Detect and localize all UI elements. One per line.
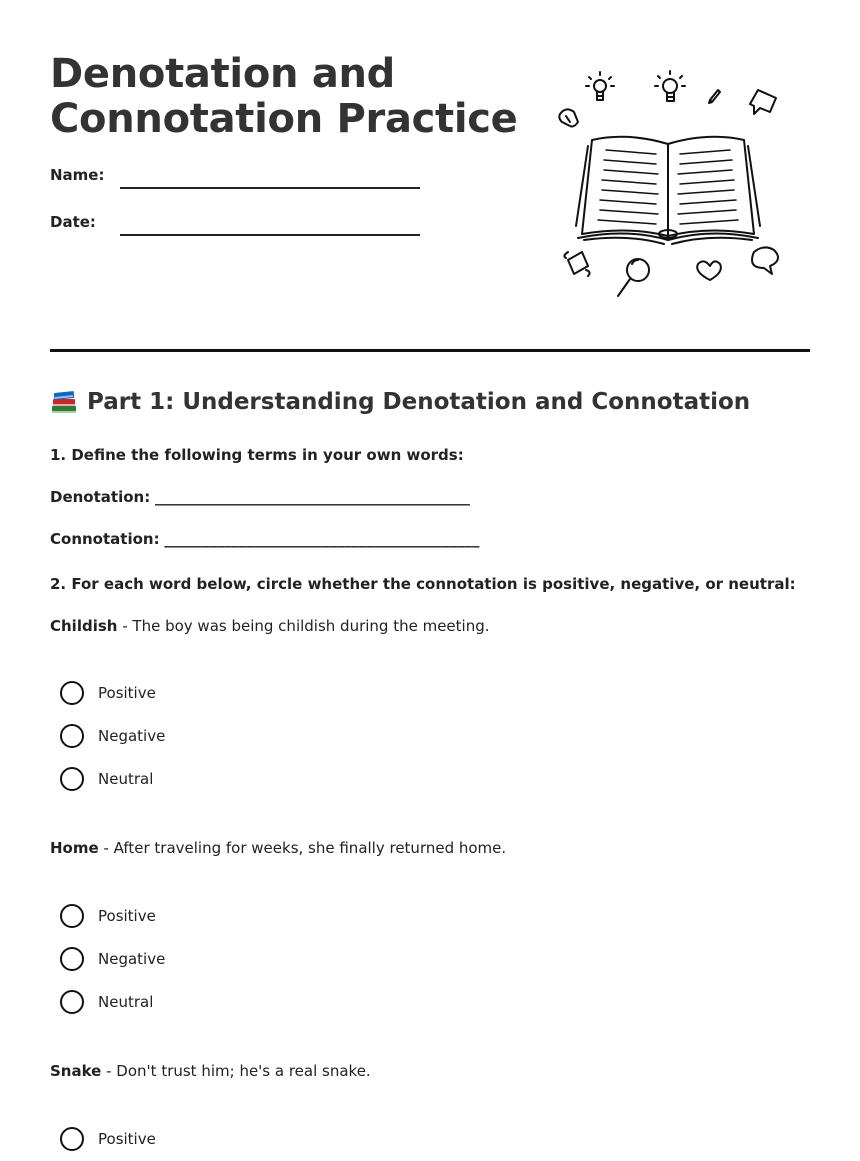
- scroll-icon: [564, 252, 589, 276]
- title-line-2: Connotation Practice: [50, 96, 518, 142]
- option-positive[interactable]: [60, 1127, 156, 1151]
- option-negative[interactable]: [60, 947, 165, 971]
- books-icon: [50, 388, 78, 416]
- part1-heading-text: Part 1: Understanding Denotation and Connotation: [87, 389, 751, 415]
- heart-icon: [697, 261, 721, 280]
- option-neutral[interactable]: [60, 767, 153, 791]
- option-label: Neutral: [98, 993, 154, 1011]
- option-label: Positive: [98, 684, 156, 702]
- lightbulb-icon: [586, 72, 614, 100]
- word-prompt: [50, 839, 506, 857]
- part1-heading: [50, 388, 750, 416]
- option-positive[interactable]: [60, 681, 156, 705]
- name-label: Name:: [50, 166, 105, 184]
- radio-circle-icon[interactable]: [60, 681, 84, 705]
- option-label: Neutral: [98, 770, 154, 788]
- word-prompt: [50, 617, 490, 635]
- option-label: Positive: [98, 907, 156, 925]
- open-book-icon: [576, 137, 760, 244]
- word-sentence: - The boy was being childish during the meeting.: [117, 617, 490, 635]
- word-term: Snake: [50, 1062, 102, 1080]
- option-label: Negative: [98, 950, 166, 968]
- option-neutral[interactable]: [60, 990, 153, 1014]
- word-prompt: [50, 1062, 371, 1080]
- name-field[interactable]: [120, 187, 420, 189]
- header-divider: [50, 349, 810, 352]
- radio-circle-icon[interactable]: [60, 904, 84, 928]
- radio-circle-icon[interactable]: [60, 767, 84, 791]
- title-line-1: Denotation and: [50, 51, 396, 97]
- denotation-answer-line[interactable]: __________________________________________: [154, 488, 470, 506]
- connotation-label: Connotation:: [50, 530, 160, 548]
- word-sentence: - After traveling for weeks, she finally returned home.: [98, 839, 507, 857]
- question-2: 2. For each word below, circle whether the connotation is positive, negative, or neutral:: [50, 575, 796, 593]
- connotation-answer-line[interactable]: __________________________________________: [164, 530, 480, 548]
- worksheet-title: [50, 52, 518, 142]
- option-label: Positive: [98, 1130, 156, 1148]
- date-label: Date:: [50, 213, 96, 231]
- word-term: Childish: [50, 617, 118, 635]
- option-label: Negative: [98, 727, 166, 745]
- lightbulb-icon: [655, 71, 685, 101]
- radio-circle-icon[interactable]: [60, 724, 84, 748]
- question-1: 1. Define the following terms in your own words:: [50, 446, 464, 464]
- radio-circle-icon[interactable]: [60, 1127, 84, 1151]
- denotation-row: [50, 488, 470, 506]
- denotation-label: Denotation:: [50, 488, 151, 506]
- pencil-icon: [709, 90, 720, 103]
- magnifying-glass-icon: [618, 259, 649, 296]
- date-field[interactable]: [120, 234, 420, 236]
- open-book-illustration: [548, 66, 794, 310]
- speech-bubble-icon: [750, 90, 776, 114]
- option-negative[interactable]: [60, 724, 165, 748]
- connotation-row: [50, 530, 479, 548]
- option-positive[interactable]: [60, 904, 156, 928]
- speech-bubble-icon: [752, 247, 778, 274]
- radio-circle-icon[interactable]: [60, 990, 84, 1014]
- word-term: Home: [50, 839, 99, 857]
- pointing-hand-icon: [559, 109, 578, 126]
- word-sentence: - Don't trust him; he's a real snake.: [101, 1062, 371, 1080]
- radio-circle-icon[interactable]: [60, 947, 84, 971]
